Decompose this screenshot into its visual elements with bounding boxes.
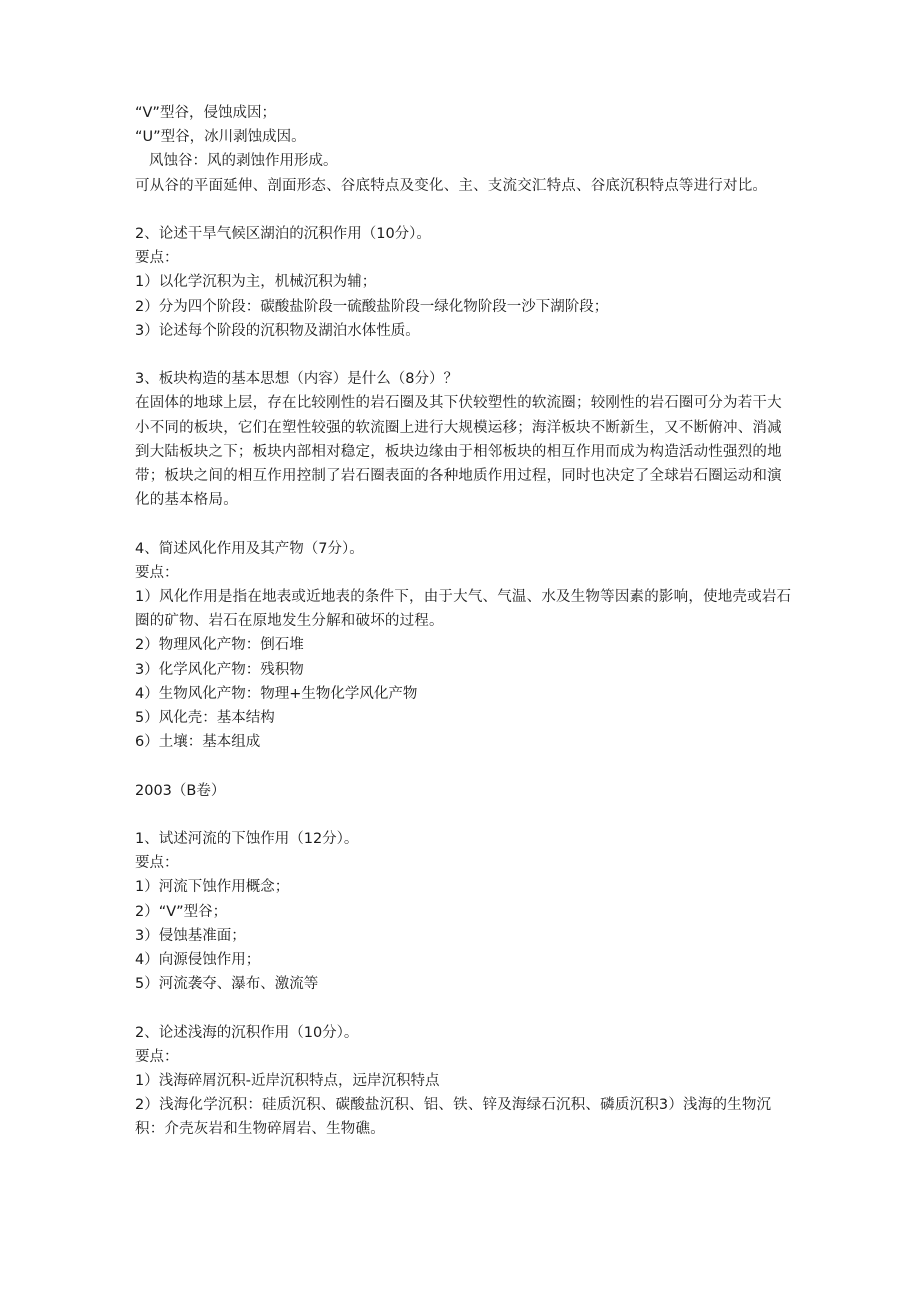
list-item: 6）土壤：基本组成 (135, 734, 261, 751)
question-section (135, 222, 795, 343)
key-points-label: 要点： (135, 250, 179, 267)
question-title: 1、试述河流的下蚀作用（12分）。 (135, 831, 359, 848)
list-item: 2）“V”型谷； (135, 903, 228, 920)
text-line: 风蚀谷：风的剥蚀作用形成。 (149, 153, 338, 170)
question-section (135, 827, 795, 996)
list-item: 1）以化学沉积为主，机械沉积为辅； (135, 274, 377, 291)
key-points-label: 要点： (135, 564, 179, 581)
question-title: 2、论述干旱气候区湖泊的沉积作用（10分）。 (135, 226, 431, 242)
key-points-label: 要点： (135, 1048, 179, 1065)
list-item: 3）侵蚀基准面； (135, 927, 246, 944)
list-item: 5）风化壳：基本结构 (135, 710, 275, 727)
question-section (135, 1021, 795, 1142)
spacer (135, 198, 795, 222)
intro-section (135, 101, 795, 198)
list-item: 4）生物风化产物：物理+生物化学风化产物 (135, 685, 418, 702)
list-item: 1）浅海碎屑沉积-近岸沉积特点，远岸沉积特点 (135, 1073, 440, 1090)
spacer (135, 512, 795, 536)
question-title: 3、板块构造的基本思想（内容）是什么（8分）？ (135, 371, 458, 388)
spacer (135, 996, 795, 1020)
list-item: 5）河流袭夺、瀑布、激流等 (135, 976, 319, 993)
text-line: “V”型谷，侵蚀成因； (135, 105, 276, 121)
question-title: 2、论述浅海的沉积作用（10分）。 (135, 1024, 359, 1041)
spacer (135, 803, 795, 827)
paragraph: 在固体的地球上层，存在比较刚性的岩石圈及其下伏较塑性的软流圈；较刚性的岩石圈可分为若干大小不同的板块，它们在塑性较强的软流圈上进行大规模运移；海洋板块不断新生，又不断俯冲、消减到大陆板块之下；板块内部相对稳定，板块边缘由于相邻板块的相互作用而成为构造活动性强烈的地带；板块之间的相互作用控制了岩石圈表面的各种地质作用过程，同时也决定了全球岩石圈运动和演化的基本格局。 (135, 395, 782, 509)
document-page (135, 101, 795, 1142)
text-line: “U”型谷，冰川剥蚀成因。 (135, 129, 306, 146)
spacer (135, 343, 795, 367)
list-item: 3）论述每个阶段的沉积物及湖泊水体性质。 (135, 322, 420, 339)
list-item: 1）河流下蚀作用概念； (135, 879, 290, 896)
list-item: 2）物理风化产物：倒石堆 (135, 637, 304, 654)
list-item: 2）分为四个阶段：碳酸盐阶段一硫酸盐阶段一绿化物阶段一沙下湖阶段； (135, 298, 609, 315)
key-points-label: 要点： (135, 855, 179, 872)
list-item: 2）浅海化学沉积：硅质沉积、碳酸盐沉积、铝、铁、锌及海绿石沉积、磷质沉积3）浅海的生物沉积：介壳灰岩和生物碎屑岩、生物礁。 (135, 1097, 772, 1138)
paragraph: 可从谷的平面延伸、剖面形态、谷底特点及变化、主、支流交汇特点、谷底沉积特点等进行对比。 (135, 177, 768, 194)
question-section (135, 537, 795, 755)
exam-heading: 2003（B卷） (135, 782, 226, 799)
list-item: 3）化学风化产物：残积物 (135, 661, 304, 678)
question-section (135, 367, 795, 512)
list-item: 1）风化作用是指在地表或近地表的条件下，由于大气、气温、水及生物等因素的影响，使地壳或岩石圈的矿物、岩石在原地发生分解和破坏的过程。 (135, 589, 792, 630)
list-item: 4）向源侵蚀作用； (135, 952, 261, 969)
question-title: 4、简述风化作用及其产物（7分）。 (135, 540, 364, 557)
spacer (135, 754, 795, 778)
